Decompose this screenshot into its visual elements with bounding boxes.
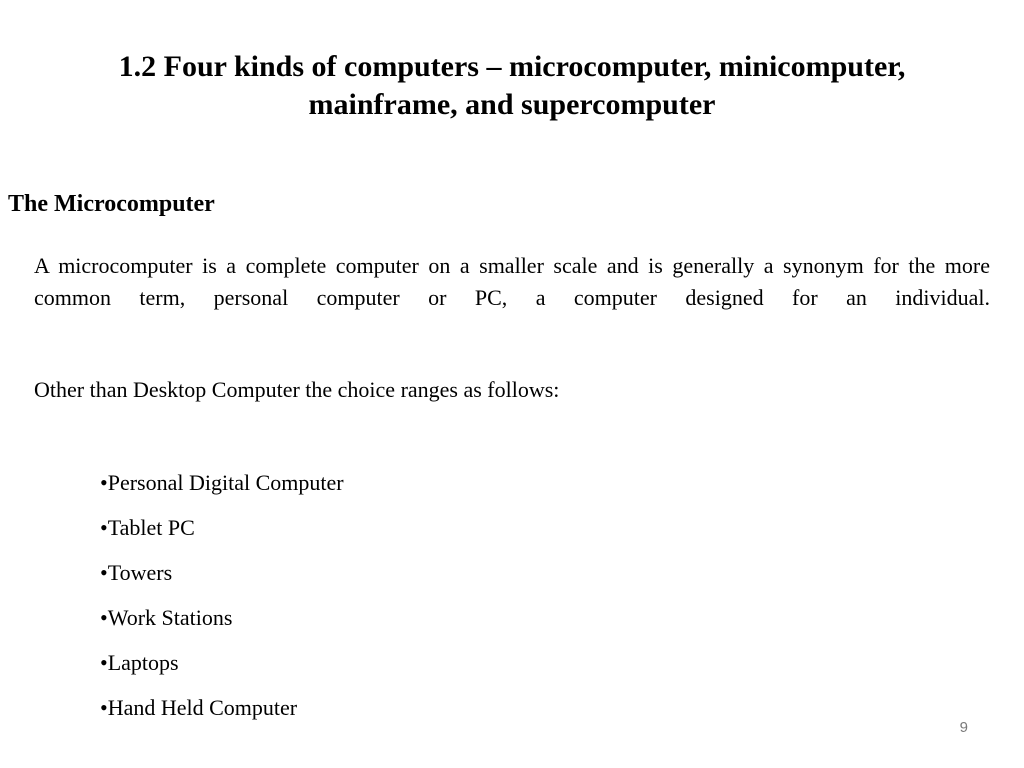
bullet-icon: • xyxy=(100,470,108,495)
list-item-label: Hand Held Computer xyxy=(107,695,298,720)
computer-types-list xyxy=(100,472,344,742)
paragraph-definition: A microcomputer is a complete computer on a smaller scale and is generally a synonym for the more common term, personal computer or PC, a computer designed for an individual. xyxy=(34,253,990,310)
body-text-block xyxy=(34,250,990,406)
list-item xyxy=(100,607,344,629)
list-item-label: Personal Digital Computer xyxy=(107,470,344,495)
bullet-icon: • xyxy=(100,515,108,540)
bullet-icon: • xyxy=(100,560,108,585)
list-item-label: Towers xyxy=(107,560,173,585)
bullet-icon: • xyxy=(100,695,108,720)
list-item xyxy=(100,562,344,584)
list-item xyxy=(100,472,344,494)
page-number: 9 xyxy=(959,719,968,736)
bullet-icon: • xyxy=(100,650,108,675)
list-item-label: Work Stations xyxy=(107,605,233,630)
page-title: 1.2 Four kinds of computers – microcomputer, minicomputer, mainframe, and supercomputer xyxy=(118,50,906,122)
bullet-icon: • xyxy=(100,605,108,630)
list-item-label: Laptops xyxy=(107,650,179,675)
list-item xyxy=(100,697,344,719)
list-item xyxy=(100,517,344,539)
list-item xyxy=(100,652,344,674)
section-heading: The Microcomputer xyxy=(8,191,215,217)
list-item-label: Tablet PC xyxy=(107,515,195,540)
paragraph-intro-list: Other than Desktop Computer the choice ranges as follows: xyxy=(34,376,560,402)
